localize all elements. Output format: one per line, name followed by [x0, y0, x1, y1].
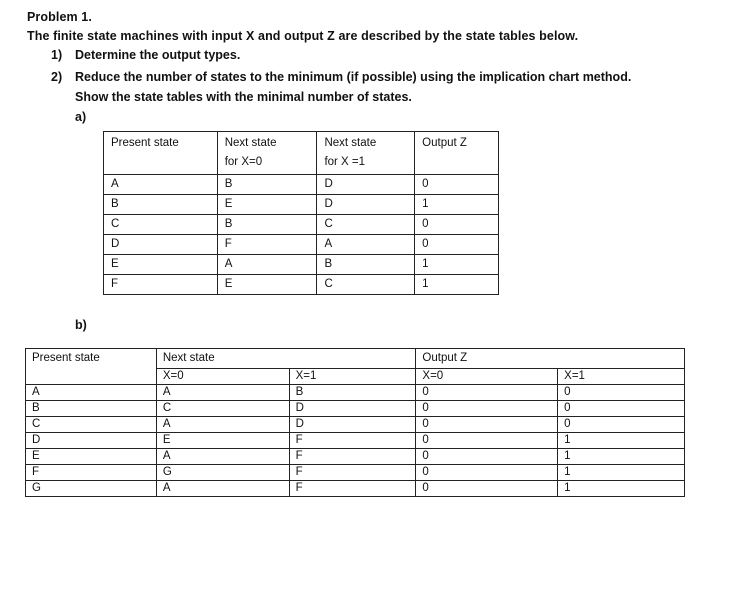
- table-b-header-next-x0: X=0: [156, 369, 289, 385]
- label-part-b: b): [75, 318, 87, 332]
- table-a-header-row: [104, 132, 499, 175]
- table-b-header-next: Next state: [156, 349, 416, 369]
- table-b-header-present: Present state: [26, 349, 157, 369]
- task-2-continuation: Show the state tables with the minimal number of states.: [75, 90, 412, 104]
- state-table-a: [103, 131, 499, 295]
- table-b-cell-next-x0: A: [156, 417, 289, 433]
- table-row: [26, 465, 685, 481]
- task-2-number: 2): [51, 70, 63, 84]
- table-b-cell-output-x1: 0: [558, 417, 685, 433]
- problem-title: Problem 1.: [27, 10, 92, 24]
- table-b-cell-next-x0: C: [156, 401, 289, 417]
- table-b-cell-output-x0: 0: [416, 465, 558, 481]
- table-a-cell-output: 0: [415, 215, 499, 235]
- task-1-number: 1): [51, 48, 63, 62]
- table-b-cell-output-x1: 1: [558, 433, 685, 449]
- table-row: [104, 215, 499, 235]
- table-b-cell-output-x0: 0: [416, 433, 558, 449]
- table-b-cell-present: B: [26, 401, 157, 417]
- table-a-cell-output: 1: [415, 275, 499, 295]
- table-b-cell-output-x0: 0: [416, 385, 558, 401]
- table-a-cell-present: B: [104, 195, 218, 215]
- table-row: [26, 481, 685, 497]
- table-row: [26, 401, 685, 417]
- table-a-cell-output: 0: [415, 235, 499, 255]
- table-b-cell-next-x1: F: [289, 465, 416, 481]
- table-b-cell-present: E: [26, 449, 157, 465]
- table-a-cell-next-x0: B: [217, 215, 317, 235]
- state-table-b: [25, 348, 685, 497]
- table-a-cell-next-x0: E: [217, 195, 317, 215]
- table-b-header-output-x0: X=0: [416, 369, 558, 385]
- table-a-cell-output: 0: [415, 175, 499, 195]
- table-b-cell-present: F: [26, 465, 157, 481]
- table-a-cell-next-x0: E: [217, 275, 317, 295]
- table-a-cell-next-x1: B: [317, 255, 415, 275]
- table-b-cell-next-x0: A: [156, 481, 289, 497]
- table-b-cell-present: D: [26, 433, 157, 449]
- table-b-cell-output-x1: 0: [558, 385, 685, 401]
- table-a-cell-next-x1: A: [317, 235, 415, 255]
- table-b-cell-next-x1: F: [289, 449, 416, 465]
- label-part-a: a): [75, 110, 87, 124]
- table-b-header-output-x1: X=1: [558, 369, 685, 385]
- table-b-header-next-x1: X=1: [289, 369, 416, 385]
- table-b-cell-next-x1: D: [289, 417, 416, 433]
- table-a-cell-present: A: [104, 175, 218, 195]
- table-row: [104, 195, 499, 215]
- table-b-cell-present: A: [26, 385, 157, 401]
- table-a-cell-present: F: [104, 275, 218, 295]
- table-a-header-output: Output Z: [415, 132, 499, 175]
- table-a-cell-output: 1: [415, 195, 499, 215]
- table-a-cell-next-x1: D: [317, 195, 415, 215]
- table-a-cell-next-x1: C: [317, 215, 415, 235]
- table-a-cell-next-x1: C: [317, 275, 415, 295]
- table-b-cell-output-x1: 1: [558, 465, 685, 481]
- table-b-cell-next-x0: G: [156, 465, 289, 481]
- table-row: [104, 235, 499, 255]
- table-a-header-next-x1: Next state for X =1: [317, 132, 415, 175]
- table-row: [26, 449, 685, 465]
- table-b-cell-present: G: [26, 481, 157, 497]
- table-b-cell-next-x1: F: [289, 481, 416, 497]
- table-b-cell-output-x0: 0: [416, 401, 558, 417]
- table-b-cell-next-x0: A: [156, 385, 289, 401]
- table-b-cell-output-x0: 0: [416, 481, 558, 497]
- table-b-cell-next-x0: A: [156, 449, 289, 465]
- table-b-cell-present: C: [26, 417, 157, 433]
- table-a-cell-next-x1: D: [317, 175, 415, 195]
- table-a-cell-next-x0: A: [217, 255, 317, 275]
- table-a-cell-next-x0: B: [217, 175, 317, 195]
- table-row: [104, 175, 499, 195]
- table-b-cell-output-x1: 1: [558, 449, 685, 465]
- table-row: [104, 255, 499, 275]
- table-b-cell-output-x1: 0: [558, 401, 685, 417]
- table-a-cell-next-x0: F: [217, 235, 317, 255]
- table-b-cell-next-x1: D: [289, 401, 416, 417]
- table-b-cell-next-x1: B: [289, 385, 416, 401]
- table-b-header-output: Output Z: [416, 349, 685, 369]
- table-b-header-blank: [26, 369, 157, 385]
- table-b-cell-next-x0: E: [156, 433, 289, 449]
- table-b-header-row-1: [26, 349, 685, 369]
- table-row: [26, 385, 685, 401]
- table-b-cell-next-x1: F: [289, 433, 416, 449]
- task-2-text: Reduce the number of states to the minimum (if possible) using the implication chart method.: [75, 70, 632, 84]
- table-row: [104, 275, 499, 295]
- table-b-cell-output-x0: 0: [416, 449, 558, 465]
- table-row: [26, 433, 685, 449]
- task-1-text: Determine the output types.: [75, 48, 241, 62]
- table-a-cell-present: E: [104, 255, 218, 275]
- table-a-cell-present: D: [104, 235, 218, 255]
- problem-intro: The finite state machines with input X and output Z are described by the state tables below.: [27, 29, 579, 43]
- table-row: [26, 417, 685, 433]
- table-a-header-present: Present state: [104, 132, 218, 175]
- table-a-cell-output: 1: [415, 255, 499, 275]
- table-a-header-next-x0: Next state for X=0: [217, 132, 317, 175]
- table-b-cell-output-x0: 0: [416, 417, 558, 433]
- table-a-cell-present: C: [104, 215, 218, 235]
- table-b-header-row-2: [26, 369, 685, 385]
- table-b-cell-output-x1: 1: [558, 481, 685, 497]
